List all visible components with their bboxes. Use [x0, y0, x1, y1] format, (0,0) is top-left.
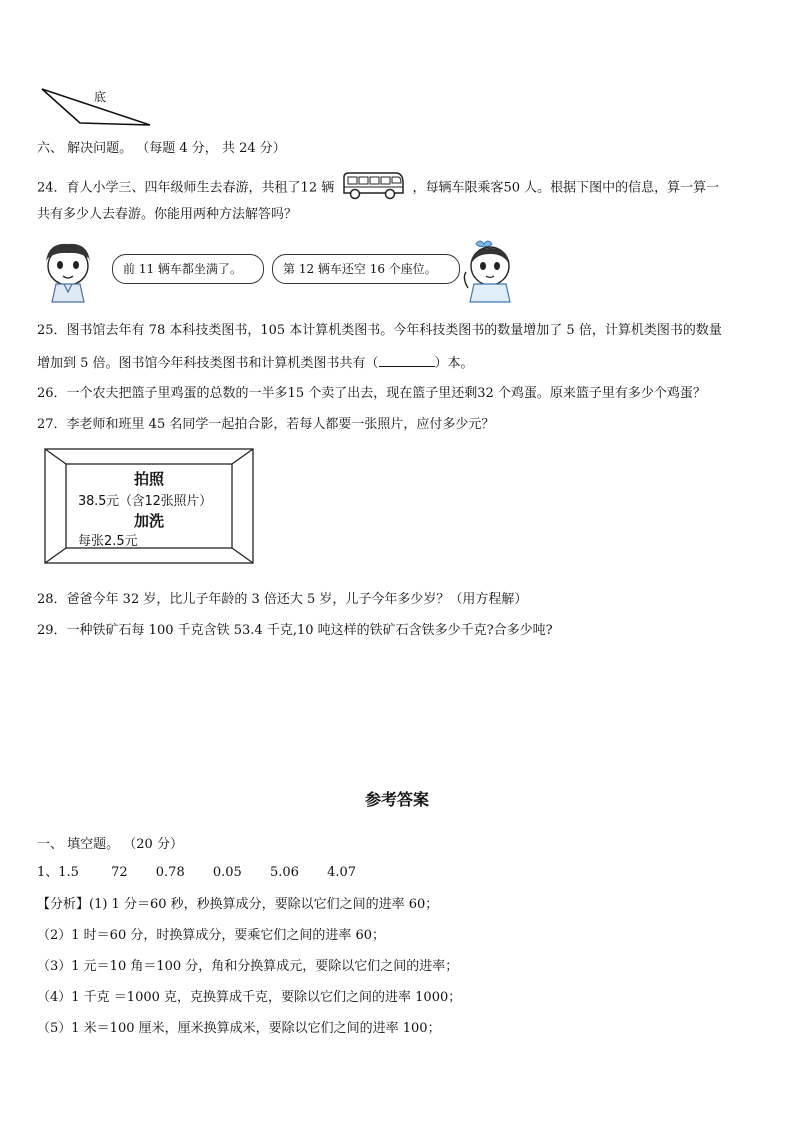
answer-1-value: 72: [111, 865, 128, 880]
question-25-line2: [37, 354, 474, 373]
girl-illustration: [460, 238, 522, 304]
analysis-line: （4）1 千克 ＝1000 克，克换算成千克，要除以它们之间的进率 1000；: [37, 990, 462, 1005]
answer-1-label: 1、1.5: [37, 865, 79, 880]
answer-1-value: 0.05: [212, 865, 242, 880]
question-24-line2: 共有多少人去春游。你能用两种方法解答吗？: [37, 207, 298, 222]
question-25-line1: 25．图书馆去年有 78 本科技类图书，105 本计算机类图书。今年科技类图书的数量增加了 5 倍，计算机类图书的数量: [37, 323, 722, 338]
analysis-line: （5）1 米＝100 厘米，厘米换算成米，要除以它们之间的进率 100；: [37, 1021, 441, 1036]
question-24-text-before: 24．育人小学三、四年级师生去春游，共租了12 辆: [37, 180, 335, 196]
question-25-text-before: 增加到 5 倍。图书馆今年科技类图书和计算机类图书共有（: [37, 356, 379, 371]
answer-1-row: [37, 864, 356, 882]
answer-blank[interactable]: [379, 354, 435, 367]
sign-title-reprint: 加洗: [133, 512, 164, 530]
answer-1-value: 0.78: [155, 865, 185, 880]
speech-bubble-left: 前 11 辆车都坐满了。: [112, 254, 264, 284]
section-six-heading: 六、 解决问题。 （每题 4 分， 共 24 分）: [37, 141, 286, 156]
answers-title: 参考答案: [364, 790, 429, 809]
analysis-line: 【分析】(1) 1 分＝60 秒，秒换算成分，要除以它们之间的进率 60；: [37, 897, 439, 912]
triangle-label: 底: [94, 90, 107, 104]
bus-icon: [340, 169, 406, 201]
question-29: 29．一种铁矿石每 100 千克含铁 53.4 千克,10 吨这样的铁矿石含铁多少千克?合多少吨?: [37, 623, 553, 638]
question-24-text-after: ，每辆车限乘客50 人。根据下图中的信息，算一算一: [412, 180, 720, 196]
analysis-line: （3）1 元＝10 角＝100 分，角和分换算成元，要除以它们之间的进率；: [37, 959, 459, 974]
sign-reprint-price: 每张2.5元: [78, 534, 138, 549]
answer-1-value: 5.06: [269, 865, 299, 880]
speech-bubble-right: 第 12 辆车还空 16 个座位。: [272, 254, 460, 284]
boy-illustration: [38, 240, 102, 304]
photo-price-sign: [44, 448, 254, 564]
sign-title-photo: 拍照: [133, 470, 164, 488]
analysis-line: （2）1 时＝60 分，时换算成分，要乘它们之间的进率 60；: [37, 928, 386, 943]
question-28: 28．爸爸今年 32 岁，比儿子年龄的 3 倍还大 5 岁，儿子今年多少岁？（用方程解）: [37, 592, 528, 607]
question-26: 26．一个农夫把篮子里鸡蛋的总数的一半多15 个卖了出去，现在篮子里还剩32 个鸡蛋。原来篮子里有多少个鸡蛋？: [37, 386, 706, 401]
question-25-text-after: ）本。: [434, 356, 474, 371]
answers-section-one-heading: 一、 填空题。 （20 分）: [37, 837, 183, 852]
sign-photo-price: 38.5元（含12张照片）: [78, 494, 212, 509]
question-24-line1: [37, 172, 719, 204]
answer-1-value: 4.07: [327, 865, 357, 880]
question-27: 27．李老师和班里 45 名同学一起拍合影，若每人都要一张照片，应付多少元？: [37, 417, 495, 432]
